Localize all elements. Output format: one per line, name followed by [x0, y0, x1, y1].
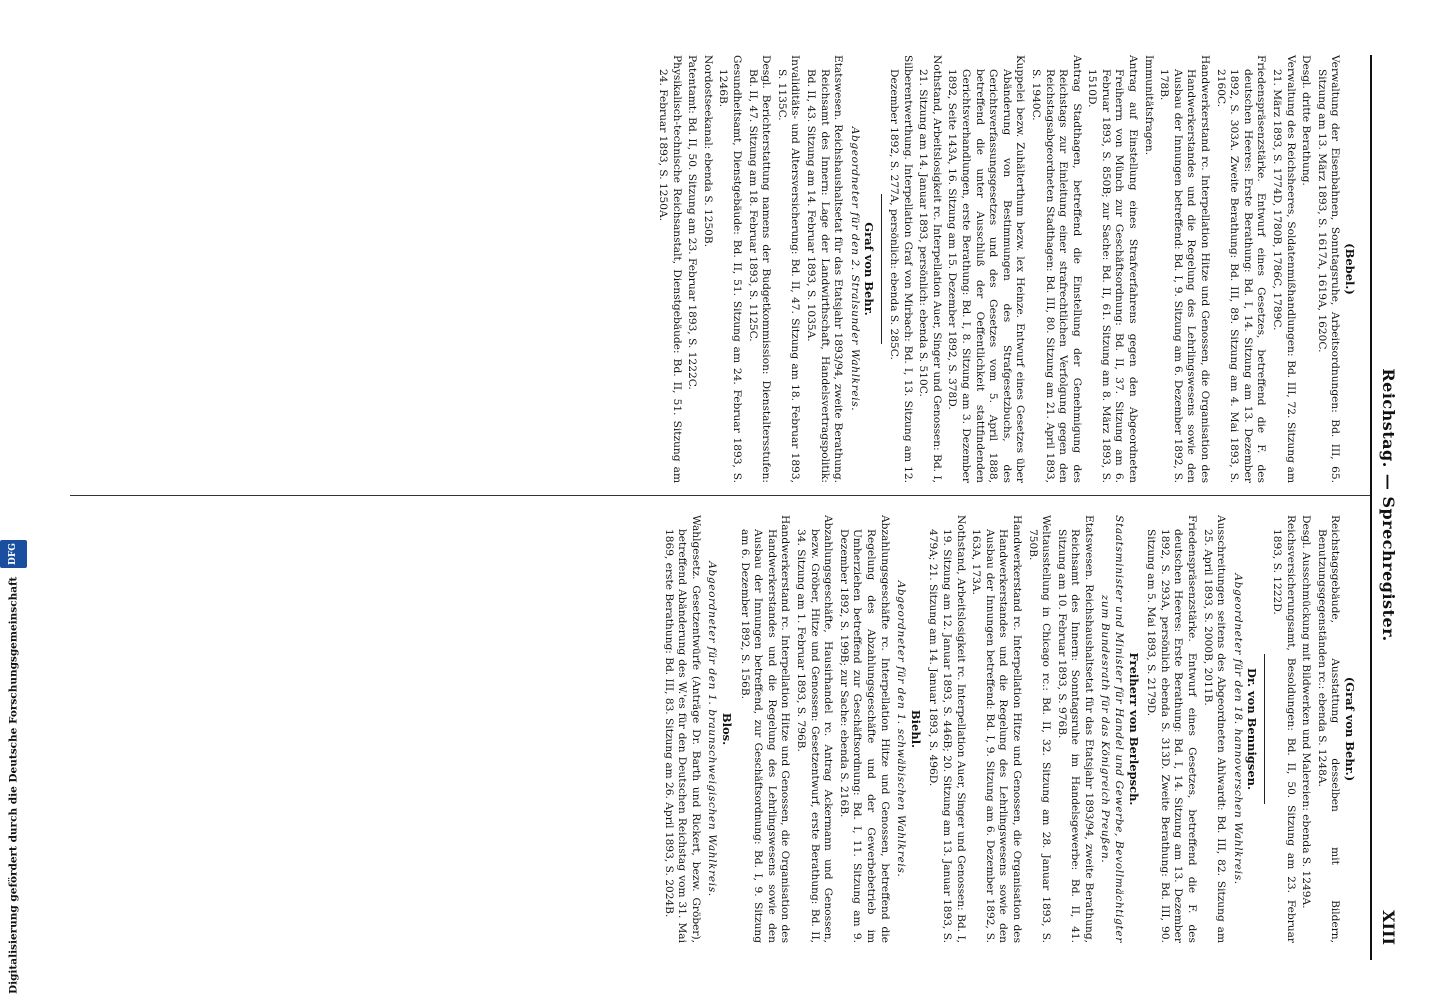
register-entry: Ausschreitungen seitens des Abgeordneten Ahlwardt: Bd. III, 82. Sitzung am 25. April 1893, S. 2000B, 2011B.: [1201, 515, 1228, 943]
deputy-district: Abgeordneter für den 2. Stralsunder Wahlkreis.: [848, 126, 861, 412]
section-rule: [1264, 654, 1265, 804]
register-block: [661, 515, 733, 943]
left-column: [654, 55, 1361, 483]
right-column: [659, 515, 1360, 943]
register-entry: Nothstand, Arbeitslosigkeit rc. Interpellation Auer, Singer und Genossen: Bd. I, 19. Sitzung am 12. Januar 1893, S. 446B; 20. Sitzung am 13. Januar 1893, S. 479A; 21. Sitzung am 14. Januar 1893, S. 496D.: [927, 515, 967, 943]
register-entry: Desgl. Ausschmückung mit Bildwerken und Malereien: ebenda S. 1249A.: [1300, 515, 1313, 909]
register-entry: Abzahlungsgeschäfte rc. Interpellation Hitze und Genossen, betreffend die Regelung des Abzahlungsgeschäfte und der Gewerbebetrieb im Umherziehen betreffend zur Geschäftsordnung: Bd. I, 11. Sitzung am 9. Dezember 1892, S. 199B; zur Sache: ebenda S. 216B.: [837, 515, 891, 943]
digitization-footer: [0, 0, 25, 1000]
deputy-district: Staatsminister und Minister für Handel und Gewerbe, Bevollmächtigter zum Bundesrath für das Königreich Preußen.: [1099, 515, 1126, 943]
deputy-name: (Graf von Behr.): [1343, 676, 1357, 782]
deputy-name: Graf von Behr.: [862, 222, 877, 316]
register-block: [1269, 55, 1356, 483]
deputy-name: Biehl.: [908, 709, 923, 749]
register-entry: Abzahlungsgeschäfte, Hausirhandel rc. Antrag Ackermann und Genossen, bezw. Gröber, Hitze und Genossen: Gesetzentwurf, erste Berathung: Bd. II, 34. Sitzung am 1. Februar 1893, S. 796B.: [795, 515, 835, 943]
register-entry: Handwerkerstand rc. Interpellation Hitze und Genossen, die Organisation des Handwerkerstandes und die Regelung des Lehrlingswesens sowie den Ausbau der Innungen betreffend, zur Geschäftsordnung: Bd. I, 9. Sitzung am 6. Dezember 1892, S. 156B.: [738, 515, 792, 943]
deputy-name: (Bebel.): [1343, 243, 1357, 295]
register-block: [737, 515, 922, 943]
register-block: [926, 515, 1140, 943]
running-head: [1358, 55, 1402, 955]
deputy-district: Abgeordneter für den 1. braunschweigischen Wahlkreis.: [706, 561, 719, 897]
register-entry: Reichstagsgebäude, Ausstattung desselben mit Bildern, Benutzungsgegenständen rc.: ebenda S. 1248A.: [1315, 515, 1342, 943]
register-block: [886, 55, 1267, 483]
register-entry: Etatswesen. Reichshaushaltsetat für das Etatsjahr 1893/94, zweite Berathung, Reichsamt des Innern: Sonntagsruhe im Handelsgewerbe: Bd. II, 41. Sitzung am 10. Februar 1893, S. 976B.: [1055, 515, 1095, 943]
footer-credit: Digitalisierung gefördert durch die Deutsche Forschungsgemeinschaft: [7, 576, 20, 994]
register-block: [1144, 515, 1259, 943]
register-entry: Kuppelei bezw. Zuhälterthum bezw. lex Heinze. Entwurf eines Gesetzes über Abänderung von Bestimmungen des Strafgesetzbuchs, des Gerichtsverfassungsgesetzes und des Gesetzes vom 5. April 1888, betreffend die unter Ausschluß der Oeffentlichkeit stattfindenden Gerichtsverhandlungen, erste Berathung: Bd. I, 8. Sitzung am 3. Dezember 1892, Seite 143A, 16. Sitzung am 15. Dezember 1892, S. 378D.: [946, 55, 1027, 483]
section-rule: [881, 194, 882, 344]
register-entry: Antrag Stadthagen, betreffend die Einstellung der Genehmigung des Reichstags zur Einleitung einer strafrechtlichen Verfolgung gegen den Reichstagsabgeordneten Stadthagen: Bd. III, 80. Sitzung am 21. April 1893, S. 1940C.: [1029, 55, 1083, 483]
deputy-name: Dr. von Bennigsen.: [1245, 667, 1260, 791]
register-entry: Verwaltung des Reichsheeres, Soldatenmißhandlungen: Bd. III, 72. Sitzung am 21. März 1893, S. 1774D, 1780B, 1786C, 1789C.: [1271, 55, 1297, 483]
register-entry: Gesundheitsamt, Dienstgebäude: Bd. II, 51. Sitzung am 24. Februar 1893, S. 1246B.: [717, 55, 744, 483]
dfg-logo: DFG: [0, 540, 27, 568]
register-entry: Nothstand, Arbeitslosigkeit rc. Interpellation Auer, Singer und Genossen: Bd. I, 21. Sitzung am 14. Januar 1893, persönlich: ebenda S. 510C.: [917, 55, 943, 483]
register-entry: Desgl. dritte Berathung.: [1300, 55, 1313, 186]
deputy-name: Blos.: [720, 712, 735, 746]
register-entry: Etatswesen. Reichshaushaltsetat für das Etatsjahr 1893/94, zweite Berathung. Reichsamt des Innern: Lage der Landwirthschaft, Handelsvertragspolitik: Bd. II, 43. Sitzung am 14. Februar 1893, S. 1035A.: [805, 55, 845, 483]
register-entry: Weltausstellung in Chicago rc.: Bd. II, 32. Sitzung am 28. Januar 1893, S. 750B.: [1026, 515, 1053, 943]
register-entry: Immunitätsfragen.: [1142, 55, 1155, 156]
column-divider: [70, 495, 1370, 496]
register-entry: Handwerkerstand rc. Interpellation Hitze und Genossen, die Organisation des Handwerkerstandes und die Regelung des Lehrlingswesens sowie den Ausbau der Innungen betreffend: Bd. I, 9. Sitzung am 6. Dezember 1892, S. 163A, 173A.: [970, 515, 1023, 943]
header-rule: [1370, 55, 1372, 960]
register-entry: Wahlgesetz. Gesetzentwürfe (Anträge Dr. Barth und Rickert, bezw. Gröber), betreffend Abänderung des W.'es für den Deutschen Reichstag vom 31. Mai 1869, erste Berathung: Bd. III, 83. Sitzung am 26. April 1893, S. 2024B.: [662, 515, 702, 943]
running-title: Reichstag. — Sprechregister.: [1379, 368, 1398, 642]
register-entry: Friedenspräsenzstärke. Entwurf eines Gesetzes, betreffend die F. des deutschen Heeres: Erste Berathung: Bd. I, 14. Sitzung am 13. Dezember 1892, S. 293A, persönlich ebenda S. 313D. Zweite Berathung: Bd. III, 90. Sitzung am 5. Mai 1893, S. 2179D.: [1145, 515, 1199, 943]
deputy-district: Abgeordneter für den 18. hannoverschen Wahlkreis.: [1231, 573, 1244, 885]
register-entry: Physikalisch-technische Reichsanstalt, Dienstgebäude: Bd. II, 51. Sitzung am 24. Februar 1893, S. 1250A.: [657, 55, 683, 483]
register-entry: Silberentwerthung. Interpellation Graf von Mirbach: Bd. I, 13. Sitzung am 12. Dezember 1892, S. 277A, persönlich: ebenda S. 285C.: [888, 55, 914, 483]
register-entry: Invaliditäts- und Altersversicherung: Bd. II, 47. Sitzung am 18. Februar 1893, S. 1135C.: [775, 55, 802, 483]
register-entry: Nordostseekanal: ebenda S. 1250B.: [701, 55, 714, 248]
register-entry: Reichsversicherungsamt, Besoldungen: Bd. II, 50. Sitzung am 23. Februar 1893, S. 1222D.: [1271, 515, 1297, 943]
register-entry: Verwaltung der Eisenbahnen, Sonntagsruhe, Arbeitsordnungen: Bd. III, 65. Sitzung am 13. März 1893, S. 1617A, 1619A, 1620C.: [1315, 55, 1342, 483]
deputy-district: Abgeordneter für den 1. schwäbischen Wahlkreis.: [895, 580, 908, 878]
register-entry: Friedenspräsenzstärke. Entwurf eines Gesetzes, betreffend die F. des deutschen Heeres: Erste Berathung: Bd. I, 14. Sitzung am 13. Dezember 1892, S. 303A. Zweite Berathung: Bd. III, 89. Sitzung am 4. Mai 1893, S. 2160C.: [1214, 55, 1268, 483]
deputy-name: Freiherr von Berlepsch.: [1126, 652, 1141, 806]
register-block: [656, 55, 876, 483]
register-entry: Patentamt: Bd. II, 50. Sitzung am 23. Februar 1893, S. 1222C.: [686, 55, 699, 390]
register-block: [1269, 515, 1356, 943]
register-entry: Antrag auf Einstellung eines Strafverfahrens gegen den Abgeordneten Freiherrn von Münch zur Geschäftsordnung: Bd. II, 37. Sitzung am 6. Februar 1893, S. 850B; zur Sache: Bd. II, 61. Sitzung am 8. März 1893, S. 1510D.: [1086, 55, 1140, 483]
register-entry: Handwerkerstand rc. Interpellation Hitze und Genossen, die Organisation des Handwerkerstandes und die Regelung des Lehrlingswesens sowie den Ausbau der Innungen betreffend: Bd. I, 9. Sitzung am 6. Dezember 1892, S. 178B.: [1158, 55, 1212, 483]
page-number: XIII: [1379, 910, 1398, 945]
register-entry: Desgl. Berichterstattung namens der Budgetkommission: Dienstaltersstufen: Bd. II, 47. Sitzung am 18. Februar 1893, S. 1125C.: [746, 55, 773, 483]
